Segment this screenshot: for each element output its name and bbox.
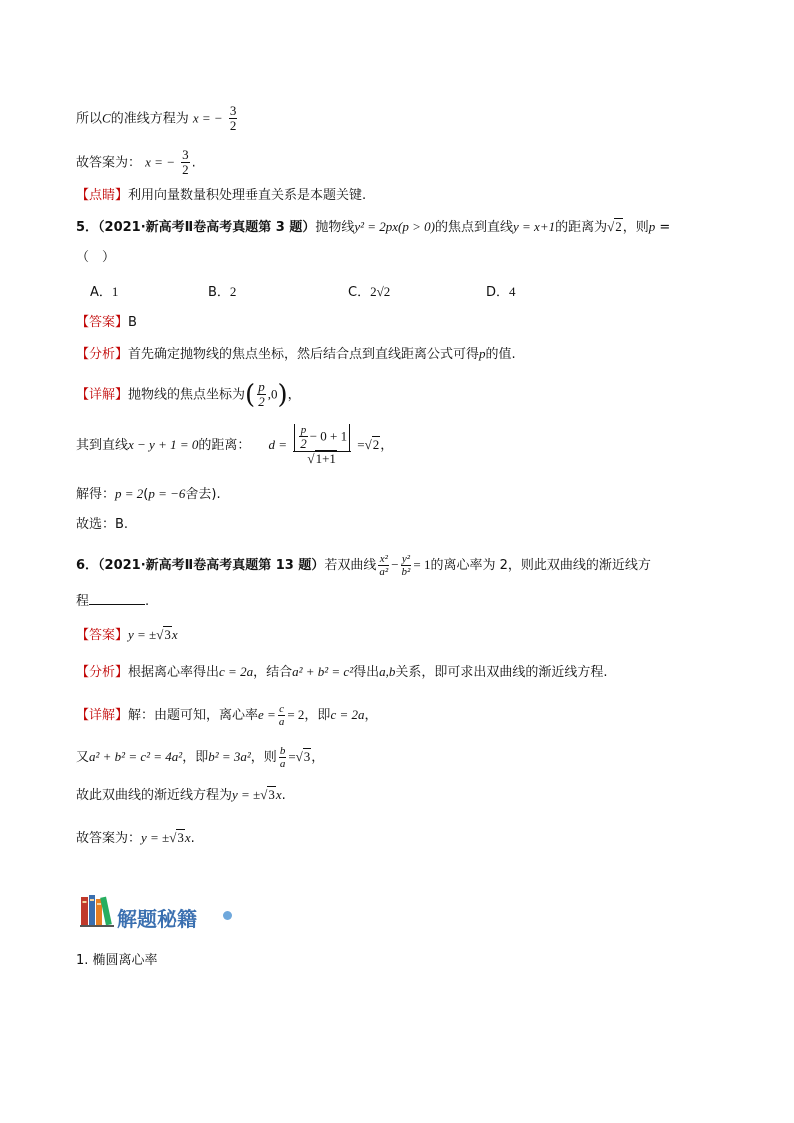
analysis-tag: 【分析】	[76, 665, 129, 680]
option-value: 2√2	[370, 284, 391, 299]
q5-options	[90, 285, 610, 301]
q5-answer	[76, 316, 137, 329]
fraction	[293, 424, 351, 467]
text: 故此双曲线的渐近线方程为	[76, 788, 233, 803]
detail-tag: 【详解】	[76, 708, 129, 724]
text: ，	[311, 750, 325, 766]
denominator: 2	[229, 118, 237, 134]
math-var: x	[184, 830, 191, 845]
text: 抛物线	[315, 220, 355, 235]
denominator: 2	[182, 162, 189, 178]
text: 所以	[76, 111, 103, 127]
analysis-tag: 【分析】	[76, 347, 129, 362]
math-eq: p = −6	[148, 486, 186, 501]
math-eq: c = 2a	[219, 664, 254, 679]
fraction	[279, 745, 287, 770]
text: 首先确定抛物线的焦点坐标，然后结合点到直线距离公式可得	[128, 347, 480, 362]
denominator: 2	[300, 436, 307, 452]
math-var: C	[102, 110, 111, 126]
math-var: p	[648, 219, 656, 234]
numerator: p	[258, 379, 265, 394]
text: 故答案为：	[76, 155, 142, 171]
text: 舍去).	[185, 487, 221, 502]
option-a[interactable]	[90, 285, 118, 299]
q5-detail: 【详解】抛物线的焦点坐标为( $\frac{p}{2}$ ,0)，	[76, 379, 301, 410]
absolute-value	[294, 424, 350, 451]
option-label: D．	[486, 285, 510, 300]
q6-detail-3	[76, 788, 286, 802]
text: 解得：	[76, 487, 116, 502]
option-value: 2	[229, 284, 237, 299]
math-eq: = 1	[413, 557, 431, 573]
sqrt-radicand: 3	[177, 830, 184, 845]
sqrt: √3	[295, 749, 311, 765]
math-eq: x = −	[192, 110, 223, 126]
fraction	[229, 104, 238, 134]
math-eq: c = 2a	[330, 707, 365, 723]
math-eq: x − y + 1 = 0	[128, 436, 199, 452]
fraction	[378, 553, 389, 578]
text: .	[281, 788, 286, 803]
text: 其到直线	[76, 437, 129, 453]
option-value: 4	[509, 284, 516, 299]
sqrt: √3	[169, 830, 184, 845]
denominator: a²	[379, 566, 389, 579]
math-eq: −	[391, 557, 399, 573]
denominator: 2	[258, 394, 265, 410]
text: 故选：B.	[76, 517, 129, 532]
sqrt: √2	[364, 436, 380, 452]
q5-analysis	[76, 347, 516, 361]
text: 故答案为：	[76, 831, 142, 846]
q6-answer	[76, 628, 178, 642]
math-eq: e =	[258, 707, 276, 723]
question-source: （2021·新高考Ⅱ卷高考真题第 3 题）	[98, 220, 316, 235]
sqrt: √1+1	[307, 451, 336, 467]
text: ，即	[182, 750, 209, 766]
math-var: x	[171, 627, 178, 642]
q6-stem-cont	[76, 594, 149, 608]
text: 解：由题可知，离心率	[128, 708, 259, 724]
option-label: A．	[90, 285, 112, 300]
numerator: p	[300, 424, 307, 436]
text: 的距离为	[555, 220, 608, 235]
math-eq: =	[288, 749, 296, 765]
sqrt-radicand: 2	[615, 219, 622, 234]
text: ，结合	[253, 665, 293, 680]
answer-blank: （ ）	[76, 250, 116, 265]
text: 1. 椭圆离心率	[76, 953, 158, 968]
fraction	[278, 703, 286, 728]
sqrt-radicand: 1+1	[315, 451, 336, 467]
books-icon	[80, 893, 116, 931]
numerator: y²	[401, 553, 411, 565]
sqrt-radicand: 3	[268, 787, 275, 802]
detail-tag: 【详解】	[76, 387, 129, 403]
denominator: a	[278, 716, 285, 729]
option-value: 1	[111, 284, 119, 299]
sqrt: √2	[607, 219, 622, 234]
option-b[interactable]	[208, 285, 236, 299]
sqrt-radicand: 3	[303, 749, 311, 765]
math-var: a,b	[379, 664, 396, 679]
fraction	[257, 380, 266, 410]
math-eq: ,0	[267, 386, 278, 402]
sqrt-radicand: 2	[372, 436, 380, 452]
q5-paren	[76, 251, 115, 264]
math-eq: a² + b² = c²	[292, 664, 354, 679]
list-item	[76, 954, 158, 967]
math-eq: p = 2	[115, 486, 144, 501]
sqrt-radicand: 3	[164, 627, 171, 642]
section-dot	[223, 911, 232, 920]
denominator: b²	[401, 566, 411, 579]
answer-blank[interactable]	[89, 594, 145, 605]
fraction	[401, 553, 412, 578]
text: 根据离心率得出	[128, 665, 220, 680]
math-eq: − 0 + 1	[309, 428, 348, 444]
answer-tag: 【答案】	[76, 315, 129, 330]
q6-analysis	[76, 665, 608, 679]
text: ，则	[622, 220, 649, 235]
text: 关系，即可求出双曲线的渐近线方程.	[395, 665, 608, 680]
numerator: x²	[379, 553, 388, 565]
answer-value: B	[128, 315, 137, 330]
math-eq: y = ±	[128, 627, 157, 642]
q6-stem	[76, 553, 651, 578]
numerator: b	[279, 745, 286, 757]
q5-choose	[76, 518, 128, 531]
text: 的焦点到直线	[434, 220, 513, 235]
q6-detail	[76, 703, 378, 728]
math-var: x	[275, 787, 282, 802]
fraction	[299, 424, 308, 451]
sqrt: √3	[260, 787, 275, 802]
q6-detail-2	[76, 745, 324, 770]
math-eq: y = x+1	[513, 219, 556, 234]
math-eq: y = ±	[141, 830, 170, 845]
math-eq: x = −	[145, 154, 175, 170]
q5-stem	[76, 220, 670, 234]
line-directrix	[76, 104, 239, 134]
line-answer-directrix	[76, 148, 196, 178]
q5-distance	[76, 424, 393, 467]
text: (	[143, 487, 149, 502]
text: 程	[76, 594, 90, 609]
numerator	[293, 424, 351, 451]
text: ，	[364, 708, 378, 724]
option-label: B．	[208, 285, 230, 300]
math-var: p	[479, 346, 486, 361]
text: ，	[380, 437, 394, 453]
answer-tag: 【答案】	[76, 628, 129, 643]
question-number: 6．	[76, 558, 99, 574]
text: 的值.	[485, 347, 516, 362]
question-number: 5．	[76, 220, 99, 235]
text: ，	[287, 387, 301, 403]
numerator: 3	[229, 103, 237, 118]
numerator: 3	[182, 147, 189, 162]
note-text: 利用向量数量积处理垂直关系是本题关键.	[128, 188, 367, 203]
note-tag: 【点睛】	[76, 188, 129, 203]
text: 的离心率为 2，则此双曲线的渐近线方	[430, 558, 651, 574]
q5-solve	[76, 487, 221, 501]
sqrt: √3	[156, 627, 171, 642]
text: .	[191, 155, 196, 171]
numerator: c	[279, 703, 285, 715]
fraction	[181, 148, 190, 178]
q6-final	[76, 831, 195, 845]
math-eq: y = ±	[232, 787, 261, 802]
math-eq: y² = 2px(p > 0)	[354, 219, 435, 234]
text: 的距离：	[198, 437, 251, 453]
text: =	[655, 220, 671, 235]
text: 又	[76, 750, 90, 766]
text: 抛物线的焦点坐标为	[128, 387, 246, 403]
option-d[interactable]	[486, 285, 516, 299]
math-eq: b² = 3a²	[208, 749, 251, 765]
question-source: （2021·新高考Ⅱ卷高考真题第 13 题）	[98, 558, 325, 574]
text: 的准线方程为	[110, 111, 189, 127]
text: .	[190, 831, 195, 846]
text: ，即	[304, 708, 331, 724]
denominator: a	[279, 758, 286, 771]
math-eq: = 2	[287, 707, 305, 723]
text: 得出	[353, 665, 380, 680]
option-label: C．	[348, 285, 371, 300]
math-eq: d =	[268, 436, 288, 452]
section-title: 解题秘籍	[117, 907, 197, 931]
denominator	[293, 451, 351, 466]
text: 若双曲线	[324, 558, 377, 574]
text: .	[145, 594, 150, 609]
math-eq: a² + b² = c² = 4a²	[89, 749, 183, 765]
math-eq: =	[357, 436, 365, 452]
note-line	[76, 189, 366, 202]
text: ，则	[250, 750, 277, 766]
option-c[interactable]	[348, 285, 390, 299]
